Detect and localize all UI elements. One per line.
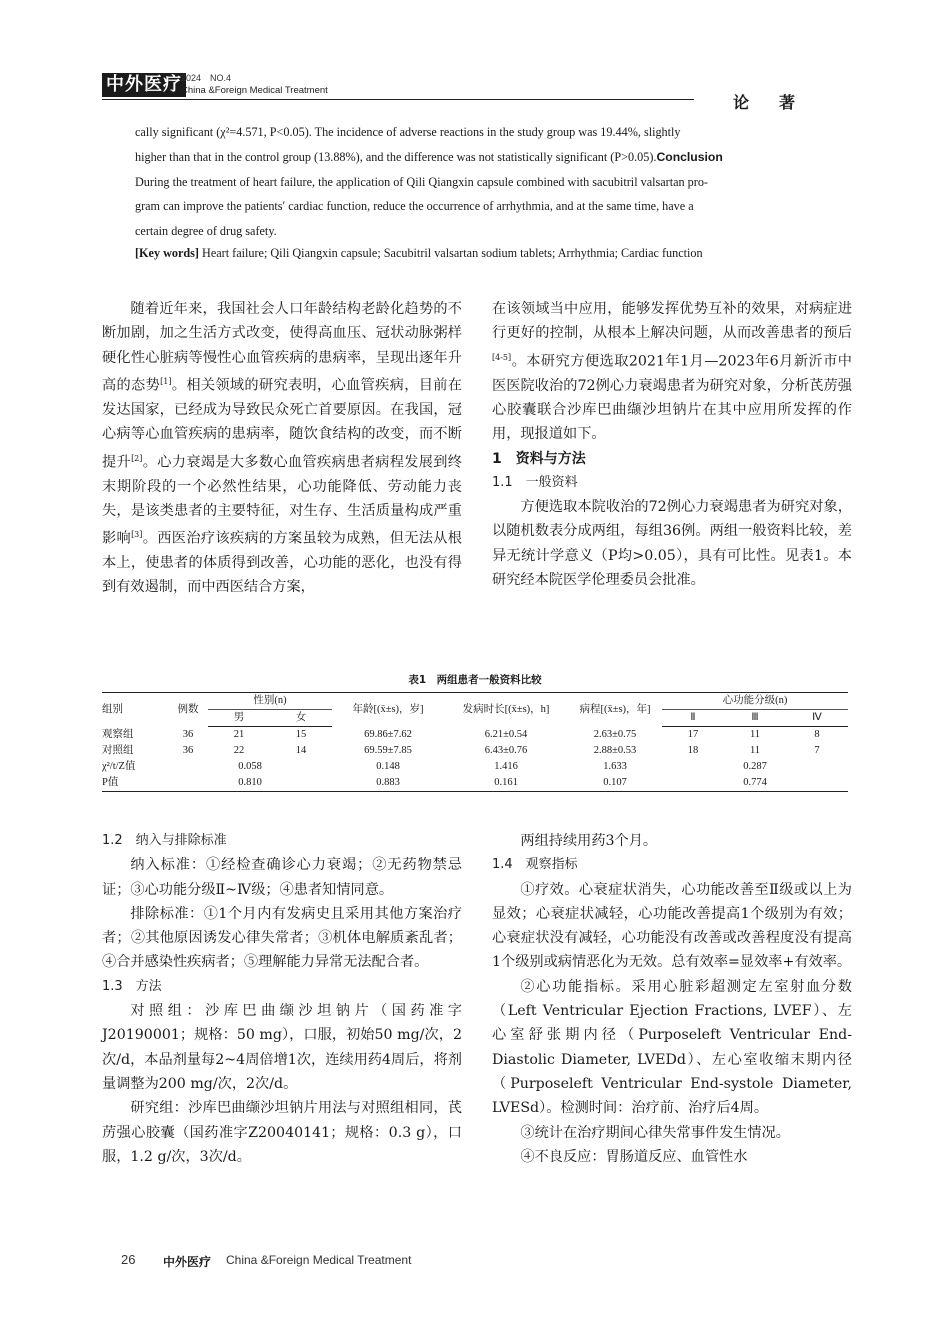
- control-group-paragraph: 对照组：沙库巴曲缬沙坦钠片（国药准字J20190001；规格：50 mg），口服，初始50 mg/次，2次/d，本品剂量每2~4周倍增1次，连续用药4周后，将剂量调整为200 mg/次，2次/d。: [102, 1003, 462, 1092]
- cell-stat-age: 0.148: [376, 761, 400, 772]
- col-header-onset: 发病时长[(x̄±s)，h]: [444, 693, 568, 727]
- efficacy-paragraph: ①疗效。心衰症状消失，心功能改善至Ⅱ级或以上为显效；心衰症状减轻，心功能改善提高1个级别为有效；心衰症状没有减轻，心功能没有改善或改善程度没有提高1个级别或病情恶化为无效。总有效率=显效率+有效率。: [492, 881, 852, 971]
- cell-p-sex: 0.810: [168, 775, 332, 792]
- keywords-text: Heart failure; Qili Qiangxin capsule; Sacubitril valsartan sodium tablets; Arrhythmia; Cardiac function: [198, 246, 703, 260]
- col-header-grade: 心功能分级(n): [662, 693, 848, 710]
- table-row: [102, 727, 848, 744]
- abstract-line: [135, 145, 817, 170]
- text: 。本研究方便选取2021年1月—2023年6月新沂市中医医院收治的72例心力衰竭患者为研究对象，分析芪苈强心胶囊联合沙库巴曲缬沙坦钠片在其中应用所发挥的作用，现报道如下。: [492, 353, 852, 443]
- cell-male: 22: [233, 745, 245, 756]
- baseline-table: [102, 692, 848, 792]
- abstract-line: gram can improve the patients′ cardiac function, reduce the occurrence of arrhythmia, and at the same time, have a: [135, 199, 694, 214]
- cell-onset: 6.43±0.76: [484, 745, 528, 756]
- heading-general-data: 1.1 一般资料: [492, 474, 578, 490]
- section-label: 论著: [733, 93, 826, 112]
- arrhythmia-paragraph: ③统计在治疗期间心律失常事件发生情况。: [520, 1124, 790, 1141]
- abstract-line: certain degree of drug safety.: [135, 224, 277, 239]
- col-header-cases: 例数: [168, 693, 208, 727]
- col-header-grade-2: Ⅱ: [662, 710, 724, 727]
- cell-onset: 6.21±0.54: [484, 728, 528, 740]
- cell-stat-sex: 0.058: [238, 761, 262, 772]
- abstract-line: During the treatment of heart failure, the application of Qili Qiangxin capsule combined with sacubitril valsartan pro-: [135, 174, 708, 189]
- cell-p-age: 0.883: [332, 775, 444, 792]
- cell-stat-course: 1.633: [603, 761, 627, 772]
- citation: [1]: [160, 376, 172, 386]
- header-rule: [102, 99, 694, 100]
- inclusion-paragraph: 纳入标准：①经检查确诊心力衰竭；②无药物禁忌证；③心功能分级Ⅱ~Ⅳ级；④患者知情同意。: [102, 857, 462, 898]
- cell-grade-4: 7: [814, 745, 820, 756]
- keywords-label: [Key words]: [135, 246, 199, 260]
- cell-grade-2: 18: [687, 745, 699, 756]
- cell-stat-grade: 0.287: [743, 761, 767, 772]
- cell-age: 69.86±7.62: [364, 728, 412, 740]
- citation: [2]: [131, 453, 143, 463]
- cell-p-onset: 0.161: [444, 775, 568, 792]
- cell-male: 21: [233, 729, 245, 740]
- methods-column-right: [492, 829, 852, 1169]
- intro-paragraph: [102, 297, 462, 600]
- cell-p-course: 0.107: [568, 775, 662, 792]
- heading-materials-methods: 1 资料与方法: [492, 450, 586, 467]
- intro-paragraph-cont: [492, 297, 852, 447]
- abstract-text: higher than that in the control group (13.88%), and the difference was not statistically significant (P>0.05).: [135, 149, 657, 164]
- citation: [4-5]: [492, 352, 512, 362]
- col-header-course: 病程[(x̄±s)，年]: [568, 693, 662, 727]
- text: 。心力衰竭是大多数心血管疾病患者病程发展到终末期阶段的一个必然性结果，心功能降低、劳动能力丧失，是该类患者的主要特征，对生存、生活质量构成严重影响: [102, 454, 462, 547]
- col-header-male: 男: [208, 710, 270, 727]
- cell-age: 69.59±7.85: [364, 745, 412, 756]
- text: 。相关领域的研究表明，心血管疾病，目前在发达国家，已经成为导致民众死亡首要原因。在我国，冠心病等心血管疾病的患病率，随饮食结构的改变，而不断提升: [102, 377, 462, 471]
- table-caption: 表1 两组患者一般资料比较: [408, 674, 542, 686]
- cardiac-function-paragraph: ②心功能指标。采用心脏彩超测定左室射血分数（Left Ventricular Ejection Fractions, LVEF）、左心室舒张期内径（Purposeleft Ventricular End-Diastolic Diameter, LVEDd）、左心室收缩末期内径（Purposeleft Ventricular End-systole Diameter, LVESd）。检测时间：治疗前、治疗后4周。: [492, 978, 852, 1117]
- col-header-sex: 性别(n): [208, 693, 332, 710]
- cell-cases: 36: [182, 745, 194, 756]
- cell-course: 2.63±0.75: [593, 728, 637, 740]
- cell-group: 观察组: [102, 728, 134, 740]
- cell-stat-onset: 1.416: [494, 761, 518, 772]
- col-header-grade-3: Ⅲ: [724, 710, 786, 727]
- intro-column-left: [102, 297, 462, 600]
- cell-stat-label: χ²/t/Z值: [102, 761, 136, 772]
- footer-journal-en: China &Foreign Medical Treatment: [226, 1253, 412, 1267]
- cell-grade-2: 17: [687, 729, 699, 740]
- journal-logo: 中外医疗: [102, 73, 186, 97]
- text: 随着近年来，我国社会人口年龄结构老龄化趋势的不断加剧，加之生活方式改变，使得高血压、冠状动脉粥样硬化性心脏病等慢性心血管疾病的患病率，呈现出逐年升高的态势: [102, 301, 462, 394]
- heading-criteria: 1.2 纳入与排除标准: [102, 833, 227, 848]
- cell-grade-3: 11: [749, 729, 761, 740]
- table-row-stat: [102, 759, 848, 775]
- keywords: [135, 246, 817, 261]
- conclusion-label: Conclusion: [656, 149, 723, 164]
- exclusion-paragraph: 排除标准：①1个月内有发病史且采用其他方案治疗者；②其他原因诱发心律失常者；③机体电解质紊乱者；④合并感染性疾病者；⑤理解能力异常无法配合者。: [102, 905, 462, 971]
- duration-paragraph: 两组持续用药3个月。: [520, 833, 658, 849]
- study-group-paragraph: 研究组：沙库巴曲缬沙坦钠片用法与对照组相同，芪苈强心胶囊（国药准字Z20040141；规格：0.3 g），口服，1.2 g/次，3次/d。: [102, 1100, 462, 1165]
- col-header-group: 组别: [102, 693, 168, 727]
- cell-group: 对照组: [102, 745, 134, 756]
- cell-p-grade: 0.774: [662, 775, 848, 792]
- issue-number: 2024 NO.4: [181, 73, 232, 83]
- cell-female: 14: [295, 745, 307, 756]
- adverse-reaction-paragraph: ④不良反应：胃肠道反应、血管性水: [520, 1148, 748, 1165]
- heading-indicators: 1.4 观察指标: [492, 857, 578, 873]
- cell-female: 15: [295, 729, 307, 740]
- col-header-female: 女: [270, 710, 332, 727]
- cell-cases: 36: [182, 728, 194, 740]
- footer-journal-cn: 中外医疗: [163, 1255, 212, 1269]
- abstract-line: cally significant (χ²=4.571, P<0.05). The incidence of adverse reactions in the study group was 19.44%, slightly: [135, 125, 681, 139]
- col-header-age: 年龄[(x̄±s)，岁]: [332, 693, 444, 727]
- intro-column-right: [492, 297, 852, 592]
- methods-column-left: [102, 829, 462, 1169]
- journal-english-name: China &Foreign Medical Treatment: [181, 85, 328, 96]
- general-data-paragraph: 方便选取本院收治的72例心力衰竭患者为研究对象，以随机数表分成两组，每组36例。两组一般资料比较，差异无统计学意义（P均>0.05），具有可比性。见表1。本研究经本院医学伦理委员会批准。: [492, 499, 852, 588]
- cell-p-label: P值: [102, 775, 168, 792]
- cell-course: 2.88±0.53: [593, 745, 637, 756]
- col-header-grade-4: Ⅳ: [786, 710, 848, 727]
- text: 在该领域当中应用，能够发挥优势互补的效果，对病症进行更好的控制，从根本上解决问题，从而改善患者的预后: [492, 301, 852, 342]
- cell-grade-3: 11: [749, 745, 761, 756]
- citation: [3]: [131, 530, 143, 540]
- page-number: 26: [121, 1252, 136, 1267]
- abstract: [135, 120, 817, 244]
- table-row-p: [102, 775, 848, 792]
- heading-methods: 1.3 方法: [102, 978, 162, 994]
- text: 。西医治疗该疾病的方案虽较为成熟，但无法从根本上，使患者的体质得到改善，心功能的恶化，也没有得到有效遏制，而中西医结合方案，: [102, 530, 462, 596]
- cell-grade-4: 8: [814, 729, 820, 740]
- table-row: [102, 743, 848, 759]
